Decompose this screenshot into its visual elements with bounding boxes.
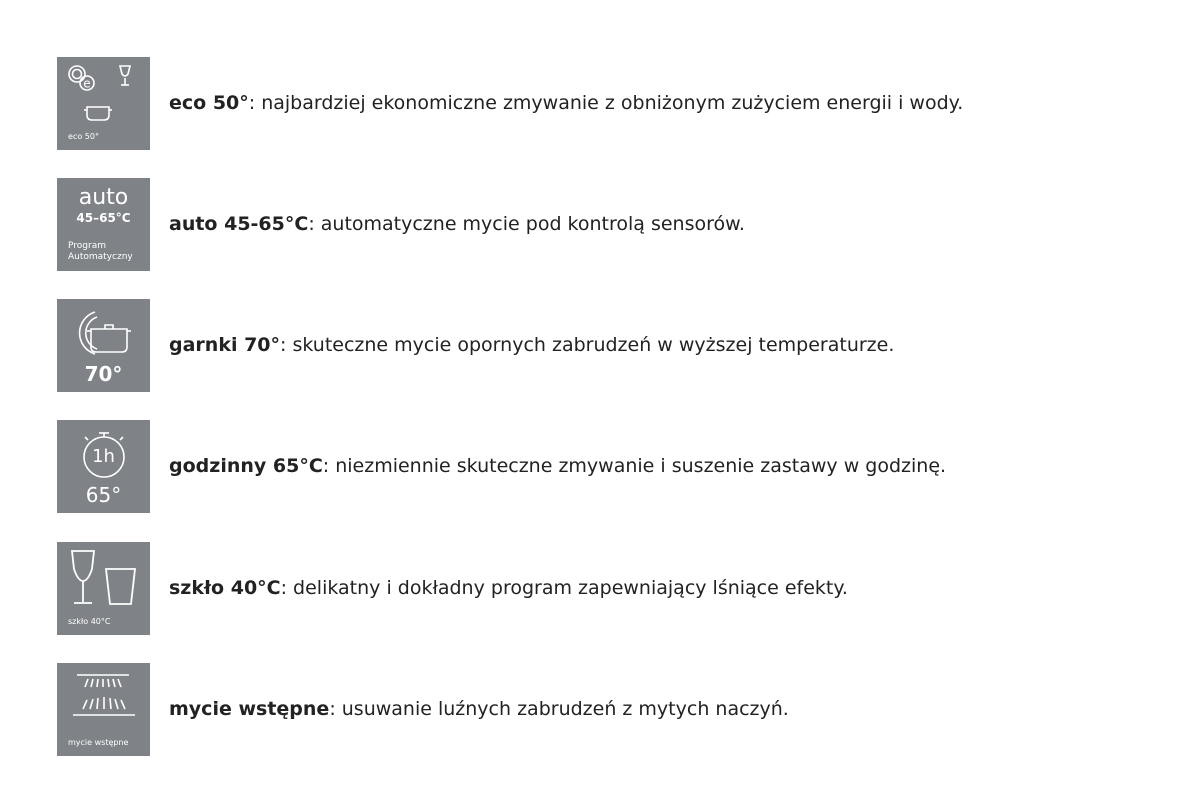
icon-caption: mycie wstępne (68, 738, 129, 747)
program-row-eco (57, 57, 1157, 150)
program-description (169, 576, 848, 600)
program-name: godzinny 65°C (169, 455, 323, 477)
program-detail: : skuteczne mycie opornych zabrudzeń w wyższej temperaturze. (280, 334, 895, 356)
icon-title: auto (78, 185, 129, 210)
auto-program-icon (57, 178, 150, 271)
program-description (169, 454, 946, 478)
stopwatch-icon (57, 420, 150, 513)
program-detail: : automatyczne mycie pod kontrolą sensorów. (308, 213, 745, 235)
icon-caption-line1: Program (68, 241, 106, 251)
program-name: auto 45-65°C (169, 213, 309, 235)
program-row-glass (57, 542, 1157, 635)
program-row-prewash (57, 663, 1157, 756)
icon-caption-line2: Automatyczny (68, 252, 133, 262)
program-description (169, 212, 745, 236)
program-detail: : niezmiennie skuteczne zmywanie i suszenie zastawy w godzinę. (322, 455, 947, 477)
program-row-hour (57, 420, 1157, 513)
icon-temp: 45–65°C (76, 211, 131, 225)
program-description (169, 91, 963, 115)
program-detail: : usuwanie luźnych zabrudzeń z mytych naczyń. (329, 698, 789, 720)
program-row-pots (57, 299, 1157, 392)
program-description (169, 333, 894, 357)
plates-eco-icon (57, 57, 150, 150)
program-name: eco 50° (169, 92, 249, 114)
icon-temp: 70° (84, 362, 123, 386)
program-name: mycie wstępne (169, 698, 330, 720)
program-description (169, 697, 789, 721)
icon-temp: 65° (85, 483, 122, 507)
icon-caption: eco 50° (68, 132, 99, 141)
prewash-spray-icon (57, 663, 150, 756)
wine-glass-icon (57, 542, 150, 635)
program-detail: : delikatny i dokładny program zapewniający lśniące efekty. (280, 577, 848, 599)
program-name: szkło 40°C (169, 577, 281, 599)
svg-text:e: e (83, 76, 91, 91)
program-detail: : najbardziej ekonomiczne zmywanie z obniżonym zużyciem energii i wody. (248, 92, 964, 114)
icon-clock: 1h (92, 446, 115, 467)
pot-icon (57, 299, 150, 392)
program-row-auto (57, 178, 1157, 271)
icon-caption: szkło 40°C (68, 617, 111, 626)
program-name: garnki 70° (169, 334, 281, 356)
